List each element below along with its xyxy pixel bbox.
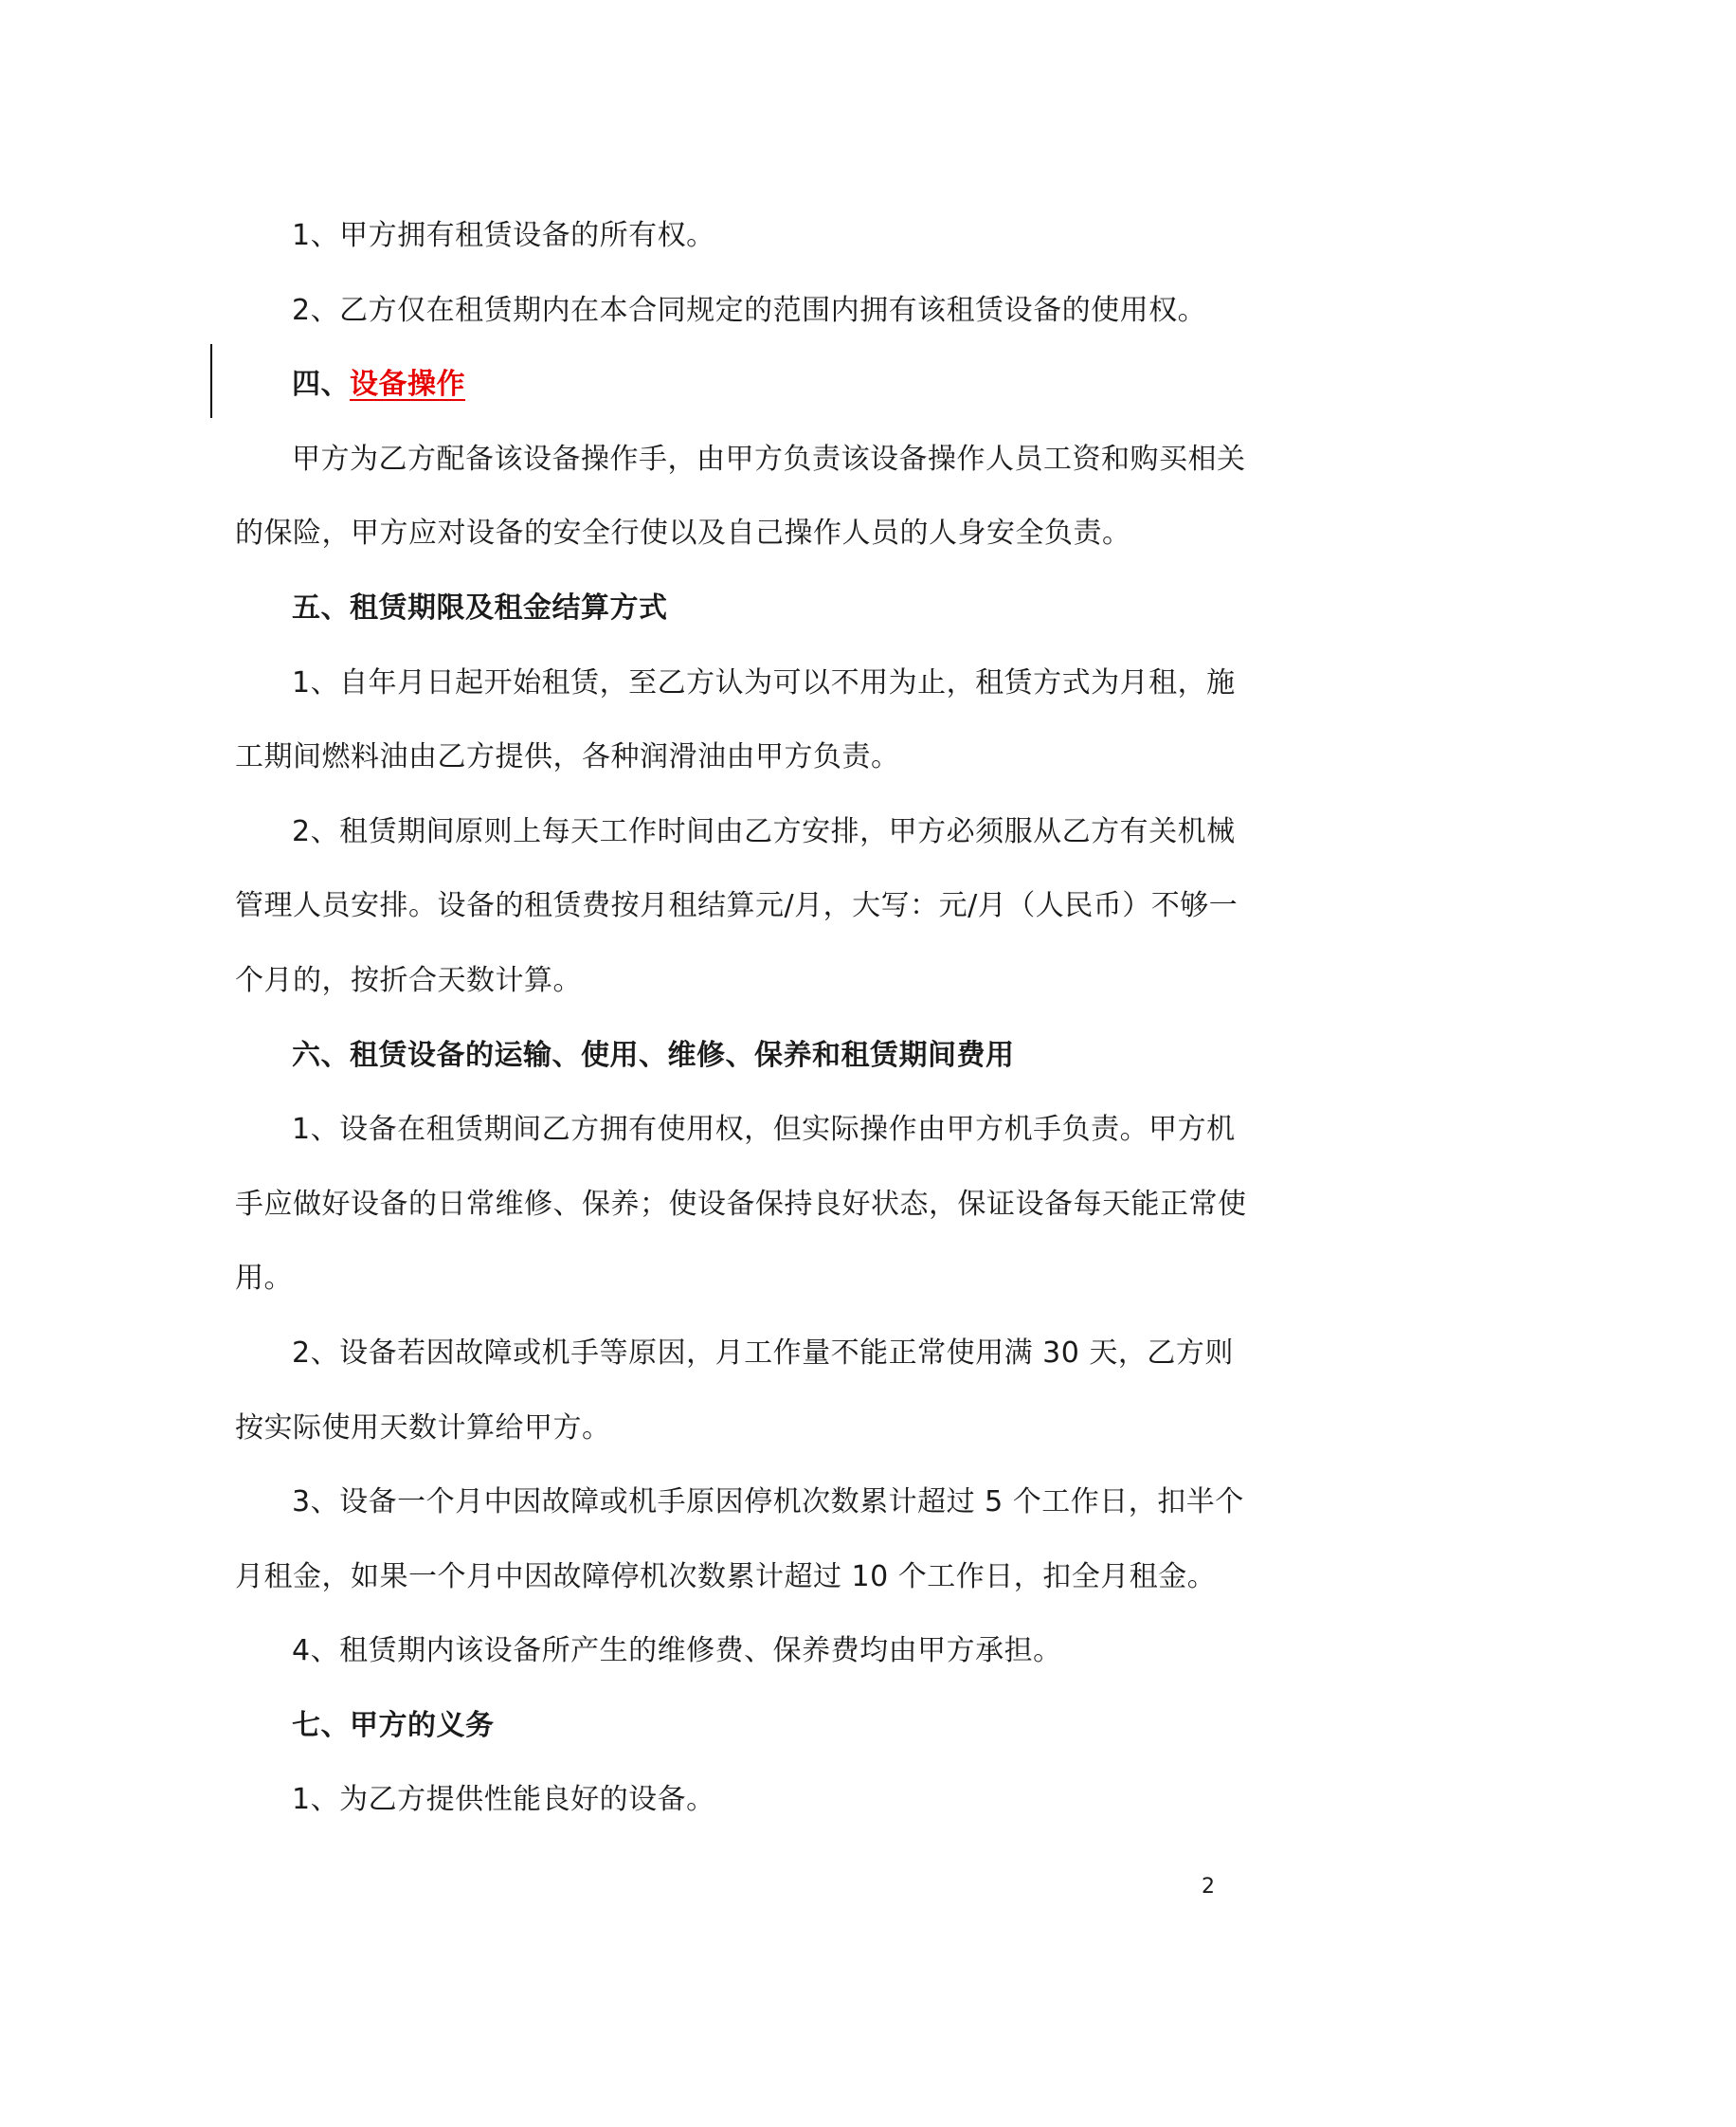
paragraph-line: 按实际使用天数计算给甲方。 — [235, 1410, 611, 1445]
paragraph-line: 2、设备若因故障或机手等原因，月工作量不能正常使用满 30 天，乙方则 — [292, 1336, 1234, 1370]
paragraph-line: 用。 — [235, 1262, 293, 1296]
revision-change-bar — [210, 344, 212, 418]
paragraph-line: 甲方为乙方配备该设备操作手，由甲方负责该设备操作人员工资和购买相关 — [292, 442, 1246, 476]
paragraph-line: 管理人员安排。设备的租赁费按月租结算元/月，大写：元/月（人民币）不够一 — [235, 889, 1239, 923]
paragraph-line: 3、设备一个月中因故障或机手原因停机次数累计超过 5 个工作日，扣半个 — [292, 1485, 1244, 1519]
paragraph-line: 个月的，按折合天数计算。 — [235, 963, 582, 997]
paragraph-line: 1、为乙方提供性能良好的设备。 — [292, 1783, 715, 1817]
paragraph-line: 工期间燃料油由乙方提供，各种润滑油由甲方负责。 — [235, 740, 900, 774]
section-heading-lease-term: 五、租赁期限及租金结算方式 — [292, 591, 668, 625]
section-heading-transport-maintenance: 六、租赁设备的运输、使用、维修、保养和租赁期间费用 — [292, 1038, 1015, 1072]
document-body — [235, 199, 1247, 1838]
paragraph-line: 2、租赁期间原则上每天工作时间由乙方安排，甲方必须服从乙方有关机械 — [292, 814, 1236, 848]
paragraph-line: 的保险，甲方应对设备的安全行使以及自己操作人员的人身安全负责。 — [235, 517, 1131, 551]
paragraph-line: 1、设备在租赁期间乙方拥有使用权，但实际操作由甲方机手负责。甲方机 — [292, 1113, 1236, 1147]
paragraph-line: 1、自年月日起开始租赁，至乙方认为可以不用为止，租赁方式为月租，施 — [292, 665, 1236, 700]
revised-heading-text: 设备操作 — [350, 368, 465, 402]
paragraph-line: 手应做好设备的日常维修、保养；使设备保持良好状态，保证设备每天能正常使 — [235, 1187, 1247, 1221]
page-number: 2 — [1202, 1875, 1215, 1899]
section-heading-equipment-operation — [235, 348, 1230, 423]
section-heading-party-a-obligations: 七、甲方的义务 — [292, 1708, 495, 1742]
section-number: 四、 — [292, 368, 350, 402]
clause-ownership: 1、甲方拥有租赁设备的所有权。 — [292, 219, 715, 252]
clause-usage-right: 2、乙方仅在租赁期内在本合同规定的范围内拥有该租赁设备的使用权。 — [292, 293, 1207, 327]
paragraph-line: 4、租赁期内该设备所产生的维修费、保养费均由甲方承担。 — [292, 1634, 1062, 1668]
paragraph-line: 月租金，如果一个月中因故障停机次数累计超过 10 个工作日，扣全月租金。 — [235, 1559, 1217, 1593]
